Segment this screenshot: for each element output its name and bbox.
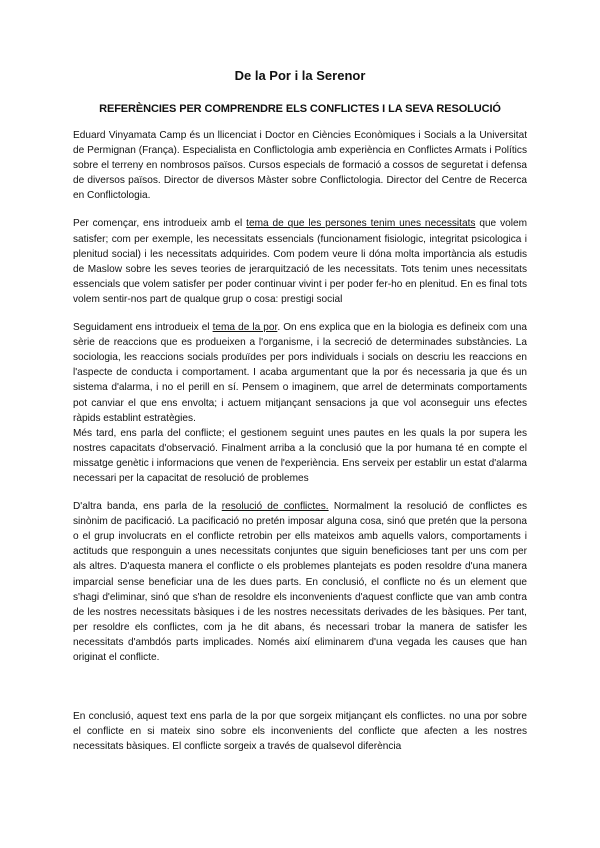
resolution-paragraph-text-end: Normalment la resolució de conflictes es sinònim de pacificació. La pacificació no pretén imposar alguna cosa, sinó que pretén que la persona o el grup involucrats en el conflicte retrobin per ells mateixos amb aquells valors, comportaments i actituds que responguin a unes necessitats conjuntes que siguin beneficioses tant per uns com per als altres. D'aquesta manera el conflicte o els problemes plantejats es poden resoldre d'una manera imparcial sense beneficiar una de les dues parts. En conclusió, el conflicte no és un element que s'hagi d'eliminar, sinó que s'han de resoldre els inconvenients d'aquest conflicte que van amb contra de les nostres necessitats bàsiques i de les nostres necessitats derivades de les bàsiques. Per tant, per resoldre els conflictes, com ja he dit abans, és necessari trobar la manera de satisfer les necessitats d'ambdós parts implicades. Només així eliminarem d'una vegada les causes que han originat el conflicte. bbox=[73, 501, 527, 663]
needs-paragraph-text-end: que volem satisfer; com per exemple, les necessitats essencials (funcionament fisiologic, integritat psicologica i plenitud social) i les necessitats adquirides. Com podem veure li dóna molta importància als estudis de Maslow sobre les seves teories de jerarquització de les necessitats. Tots tenim unes necessitats essencials que volem satisfer per poder continuar vivint i per poder fer-ho en plenitud. En es final tots volem sentir-nos part de qualque grup o cosa: prestigi social bbox=[73, 218, 527, 305]
conflict-paragraph: Més tard, ens parla del conflicte; el gestionem seguint unes pautes en les quals la por supera les nostres capacitats d'observació. Finalment arriba a la conclusió que la por humana té en compte el missatge genètic i informacions que venen de l'experiència. Ens serveix per establir un estat d'alarma necessari per la capacitat de resolució de problemes bbox=[73, 427, 527, 484]
fear-paragraph bbox=[73, 320, 527, 426]
needs-paragraph-text-start: Per començar, ens introdueix amb el bbox=[73, 218, 247, 230]
fear-topic-link: tema de la por bbox=[212, 322, 278, 334]
resolution-topic-link: resolució de conflictes. bbox=[221, 501, 329, 513]
needs-topic-link: tema de que les persones tenim unes necessitats bbox=[246, 218, 476, 230]
fear-paragraph-text-end: . On ens explica que en la biologia es defineix com una sèrie de reaccions que es produeixen a l'organisme, i la secreció de determinades substàncies. La sociologia, les reaccions socials produïdes per pors individuals i socials on descriu les reaccions en l'aspecte de conducta i comportament. I acaba argumentant que la por és necessaria ja que és un sistema d'alarma, i no el perill en sí. Pensem o imaginem, que arrel de determinats comportaments pot canviar el que ens envolta; i actuem mitjançant sensacions ja que vol aconseguir uns efectes ràpids establint estratègies. bbox=[73, 322, 527, 424]
document-page bbox=[73, 68, 527, 754]
needs-paragraph bbox=[73, 216, 527, 307]
document-subtitle: REFERÈNCIES PER COMPRENDRE ELS CONFLICTES I LA SEVA RESOLUCIÓ bbox=[99, 103, 501, 115]
document-title: De la Por i la Serenor bbox=[234, 68, 366, 83]
author-intro-paragraph: Eduard Vinyamata Camp és un llicenciat i Doctor en Ciències Econòmiques i Socials a la Universitat de Permignan (França). Especialista en Conflictologia amb experiència en Conflictes Armats i Polítics sobre el terreny en nombrosos països. Cursos especials de formació a cossos de seguretat i defensa de diversos països. Director de diversos Màster sobre Conflictologia. Director del Centre de Recerca en Conflictologia. bbox=[73, 130, 527, 202]
resolution-paragraph bbox=[73, 499, 527, 665]
fear-paragraph-text-start: Seguidament ens introdueix el bbox=[73, 322, 213, 334]
resolution-paragraph-text-start: D'altra banda, ens parla de la bbox=[73, 501, 222, 513]
conclusion-paragraph: En conclusió, aquest text ens parla de la por que sorgeix mitjançant els conflictes. no una por sobre el conflicte en si mateix sino sobre els inconvenients del conflicte que afecten a les nostres necessitats bàsiques. El conflicte sorgeix a través de qualsevol diferència bbox=[73, 711, 527, 753]
